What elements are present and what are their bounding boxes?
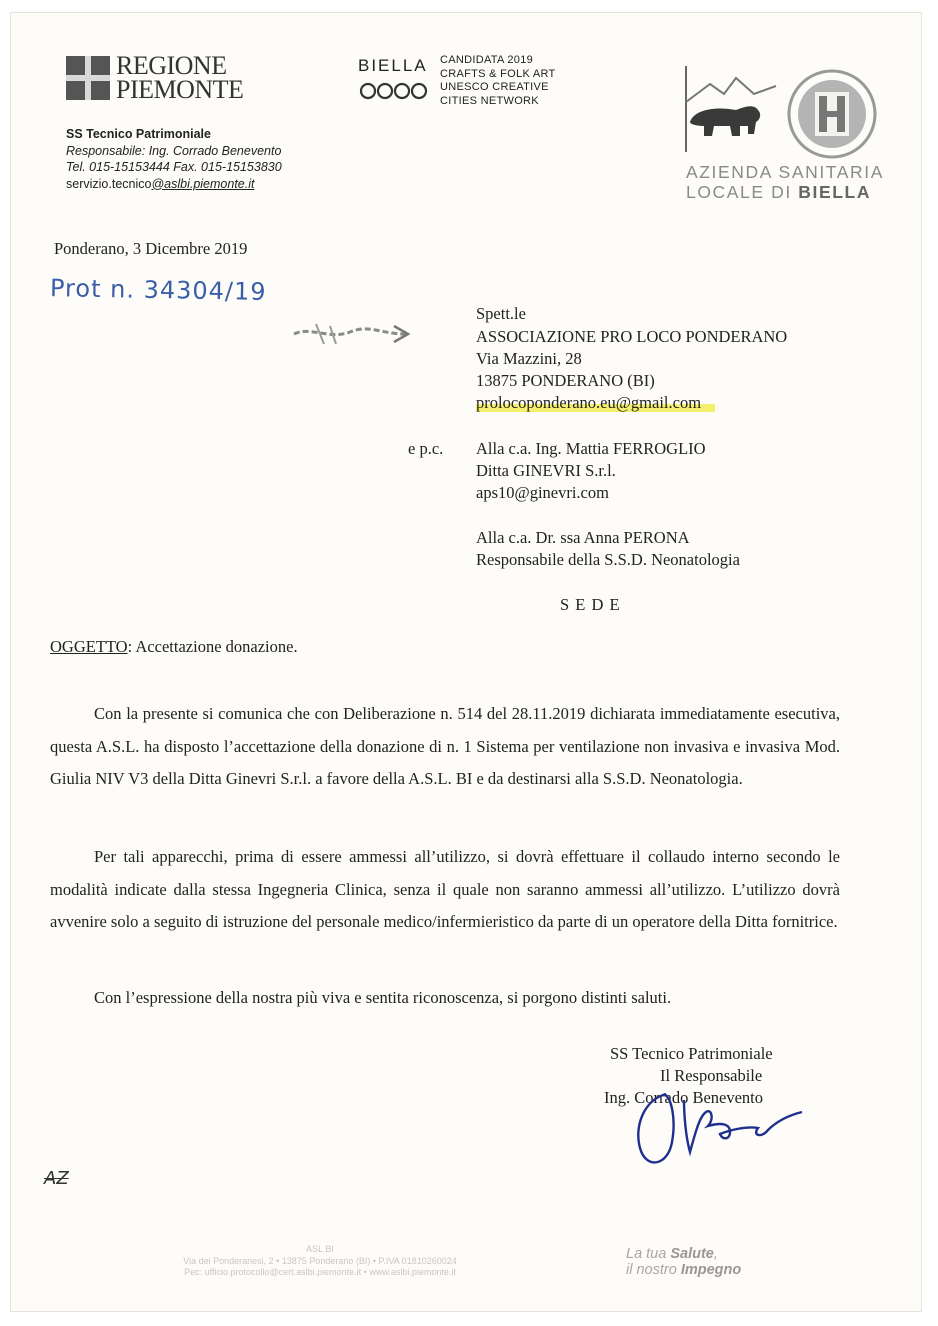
protocol-handwritten: Prot n. 34304/19 [49,274,267,306]
biella-caption-line: CITIES NETWORK [440,94,539,107]
handwritten-initials [44,1168,80,1198]
subject-label: OGGETTO [50,637,128,656]
recipient-street: Via Mazzini, 28 [476,349,582,368]
asl-logo-line2 [686,182,884,202]
slogan-line1-bold: Salute [670,1246,714,1262]
recipient-name: ASSOCIAZIONE PRO LOCO PONDERANO [476,327,788,346]
region-logo-line1: REGIONE [116,51,227,80]
scribble-arrow-stamp-icon [290,316,412,352]
slogan-line2 [626,1262,741,1278]
biella-loops-icon [358,80,432,102]
body-paragraph-2: Per tali apparecchi, prima di essere ammessi all’utilizzo, si dovrà effettuare il collaudo interno secondo le modalità indicate dalla stessa Ingegneria Clinica, senza il quale non saranno ammessi all’utilizzo. L’utilizzo dovrà avvenire solo a seguito di istruzione del personale medico/infermieristico da parte di un operatore della Ditta fornitrice. [50,847,840,931]
sign-office: SS Tecnico Patrimoniale [610,1044,773,1063]
subject-text: : Accettazione donazione. [127,637,298,656]
office-email-user: servizio.tecnico [66,176,152,191]
recipient-email[interactable]: prolocoponderano.eu@gmail.com [476,392,715,414]
cc-first-attn: Alla c.a. Ing. Mattia FERROGLIO [476,439,706,458]
recipient-salutation: Spett.le [476,304,526,323]
cc-second-role: Responsabile della S.S.D. Neonatologia [476,550,740,569]
biella-caption-line: CANDIDATA 2019 [440,54,534,66]
cc-second-attn: Alla c.a. Dr. ssa Anna PERONA [476,528,690,547]
sede-label: S E D E [560,595,621,614]
regione-piemonte-emblem-icon [66,56,110,100]
office-email-domain: @aslbi.piemonte.it [151,176,255,191]
footer-pec-line: Pec: ufficio.protocollo@cert.aslbi.piemonte.it • www.aslbi.piemonte.it [184,1267,456,1277]
slogan-line2-bold: Impegno [680,1262,742,1278]
region-logo-line2: PIEMONTE [116,75,244,104]
asl-bear-mountain-icon [684,64,778,156]
footer-address [60,1244,580,1279]
asl-logo-line2-prefix: LOCALE DI [686,182,799,202]
body-paragraph-1: Con la presente si comunica che con Deliberazione n. 514 del 28.11.2019 dichiarata immediatamente esecutiva, questa A.S.L. ha disposto l’accettazione della donazione di n. 1 Sistema per ventilazione non invasiva e invasiva Mod. Giulia NIV V3 della Ditta Ginevri S.r.l. a favore della A.S.L. BI e da destinarsi alla S.S.D. Neonatologia. [50,704,840,788]
office-email[interactable] [66,176,282,193]
asl-logo-line2-bold: BIELLA [798,182,872,202]
slogan-line2-prefix: il nostro [626,1262,681,1278]
recipient-city: 13875 PONDERANO (BI) [476,371,655,390]
biella-caption-line: UNESCO CREATIVE [440,81,549,93]
office-responsabile: Responsabile: Ing. Corrado Benevento [66,143,282,158]
biella-caption-line: CRAFTS & FOLK ART [440,67,556,80]
biella-logo-caption [440,54,556,108]
subject-line [50,636,298,658]
sign-role: Il Responsabile [660,1066,763,1085]
ospedale-biella-seal-icon [786,68,878,160]
cc-first-company: Ditta GINEVRI S.r.l. [476,461,616,480]
body-paragraph-3: Con l’espressione della nostra più viva e sentita riconoscenza, si porgono distinti saluti. [94,988,672,1007]
date-line: Ponderano, 3 Dicembre 2019 [54,239,248,258]
cc-label: e p.c. [408,439,444,458]
sign-name: Ing. Corrado Benevento [604,1088,763,1107]
regione-piemonte-logo-text [116,51,244,104]
asl-logo-line1: AZIENDA SANITARIA [686,162,885,182]
office-phone-fax: Tel. 015-15153444 Fax. 015-15153830 [66,160,282,174]
biella-logo-word: BIELLA [358,56,428,75]
slogan-line1-prefix: La tua [626,1246,671,1262]
slogan-line1-suffix: , [713,1246,718,1262]
slogan-line1 [626,1246,741,1262]
office-info [66,126,282,192]
footer-slogan [626,1246,741,1278]
initials-text: AZ [44,1168,69,1189]
handwritten-signature-icon [626,1086,822,1176]
cc-first-email[interactable]: aps10@ginevri.com [476,483,609,502]
asl-biella-logo-text [686,162,884,202]
footer-address-line: Via dei Ponderanesi, 2 • 13875 Ponderano (BI) • P.IVA 01810260024 [183,1255,457,1266]
office-name: SS Tecnico Patrimoniale [66,127,211,141]
footer-org: ASL BI [306,1244,334,1254]
